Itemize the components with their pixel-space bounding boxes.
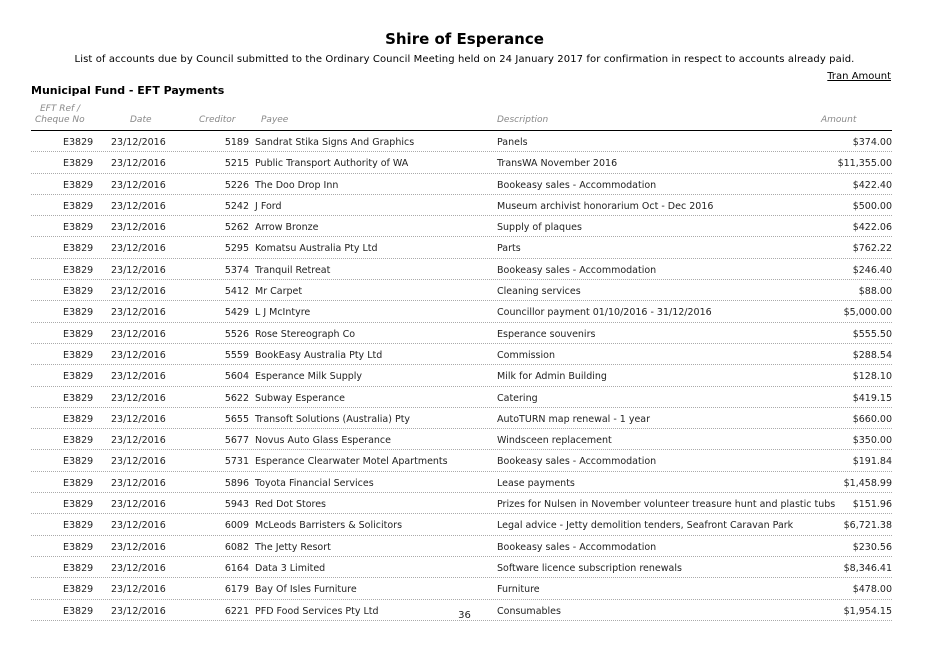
header-creditor: Creditor (199, 115, 236, 125)
page-subtitle: List of accounts due by Council submitted to the Ordinary Council Meeting held on 24 January 2017 for confirmation in respect to accounts already paid. (74, 54, 855, 65)
date-cell: 23/12/2016 (111, 307, 166, 319)
description-cell: Bookeasy sales - Accommodation (497, 541, 657, 553)
date-cell: 23/12/2016 (111, 605, 166, 617)
eft-ref-cell: E3829 (63, 499, 94, 511)
eft-ref-cell: E3829 (63, 200, 94, 212)
table-row (31, 237, 892, 258)
table-row (31, 408, 892, 429)
description-cell: Windsceen replacement (497, 435, 612, 447)
description-cell: Cleaning services (497, 286, 581, 298)
table-row (31, 301, 892, 322)
date-cell: 23/12/2016 (111, 477, 166, 489)
eft-ref-cell: E3829 (63, 222, 94, 234)
payee-cell: Transoft Solutions (Australia) Pty (255, 413, 411, 425)
description-cell: Bookeasy sales - Accommodation (497, 456, 657, 468)
eft-ref-cell: E3829 (63, 286, 94, 298)
creditor-cell: 5526 (224, 328, 249, 340)
date-cell: 23/12/2016 (111, 371, 166, 383)
creditor-cell: 5559 (224, 349, 249, 361)
eft-ref-cell: E3829 (63, 307, 94, 319)
description-cell: TransWA November 2016 (497, 158, 618, 170)
payee-cell: J Ford (255, 200, 282, 212)
table-row (31, 536, 892, 557)
payee-cell: Tranquil Retreat (255, 264, 331, 276)
description-cell: AutoTURN map renewal - 1 year (497, 413, 651, 425)
description-cell: Esperance souvenirs (497, 328, 596, 340)
table-row (31, 514, 892, 535)
eft-ref-cell: E3829 (63, 371, 94, 383)
payee-cell: Mr Carpet (255, 286, 303, 298)
payee-cell: Rose Stereograph Co (255, 328, 356, 340)
amount-cell: $422.06 (852, 222, 892, 234)
table-row (31, 259, 892, 280)
creditor-cell: 5622 (224, 392, 249, 404)
creditor-cell: 5242 (224, 200, 249, 212)
amount-cell: $1,954.15 (843, 605, 892, 617)
table-row (31, 152, 892, 173)
amount-cell: $6,721.38 (843, 520, 892, 532)
amount-cell: $419.15 (852, 392, 892, 404)
payee-cell: Esperance Clearwater Motel Apartments (255, 456, 448, 468)
payee-cell: McLeods Barristers & Solicitors (255, 520, 403, 532)
payee-cell: Red Dot Stores (255, 499, 326, 511)
table-row (31, 365, 892, 386)
eft-ref-cell: E3829 (63, 137, 94, 148)
payee-cell: Data 3 Limited (255, 562, 326, 574)
description-cell: Commission (497, 349, 555, 361)
date-cell: 23/12/2016 (111, 499, 166, 511)
creditor-cell: 6221 (224, 605, 249, 617)
date-cell: 23/12/2016 (111, 243, 166, 255)
eft-ref-cell: E3829 (63, 435, 94, 447)
description-cell: Bookeasy sales - Accommodation (497, 179, 657, 191)
amount-cell: $8,346.41 (843, 562, 892, 574)
amount-cell: $288.54 (852, 349, 892, 361)
date-cell: 23/12/2016 (111, 435, 166, 447)
payee-cell: Novus Auto Glass Esperance (255, 435, 391, 447)
creditor-cell: 5655 (224, 413, 249, 425)
date-cell: 23/12/2016 (111, 562, 166, 574)
eft-ref-cell: E3829 (63, 477, 94, 489)
date-cell: 23/12/2016 (111, 286, 166, 298)
date-cell: 23/12/2016 (111, 541, 166, 553)
eft-ref-cell: E3829 (63, 456, 94, 468)
creditor-cell: 5215 (224, 158, 249, 170)
eft-ref-cell: E3829 (63, 562, 94, 574)
table-row (31, 557, 892, 578)
payee-cell: The Jetty Resort (255, 541, 331, 553)
creditor-cell: 5189 (224, 137, 249, 148)
date-cell: 23/12/2016 (111, 264, 166, 276)
creditor-cell: 5295 (224, 243, 249, 255)
eft-ref-cell: E3829 (63, 328, 94, 340)
description-cell: Furniture (497, 584, 540, 596)
creditor-cell: 5429 (224, 307, 249, 319)
table-row (31, 472, 892, 493)
table-row (31, 195, 892, 216)
amount-cell: $246.40 (852, 264, 892, 276)
table-row (31, 450, 892, 471)
page-title: Shire of Esperance (385, 30, 544, 48)
date-cell: 23/12/2016 (111, 392, 166, 404)
eft-ref-cell: E3829 (63, 243, 94, 255)
date-cell: 23/12/2016 (111, 584, 166, 596)
date-cell: 23/12/2016 (111, 137, 166, 148)
payee-cell: Public Transport Authority of WA (255, 158, 409, 170)
header-cheque-no: Cheque No (35, 115, 85, 125)
amount-cell: $500.00 (852, 200, 892, 212)
creditor-cell: 6082 (224, 541, 249, 553)
description-cell: Milk for Admin Building (497, 371, 607, 383)
section-title: Municipal Fund - EFT Payments (31, 84, 225, 97)
creditor-cell: 5412 (224, 286, 249, 298)
header-description: Description (497, 115, 549, 125)
payee-cell: BookEasy Australia Pty Ltd (255, 349, 383, 361)
payee-cell: Bay Of Isles Furniture (255, 584, 357, 596)
payments-table (31, 131, 892, 621)
date-cell: 23/12/2016 (111, 328, 166, 340)
description-cell: Consumables (497, 605, 561, 617)
date-cell: 23/12/2016 (111, 349, 166, 361)
description-cell: Prizes for Nulsen in November volunteer treasure hunt and plastic tubs (497, 499, 836, 511)
payee-cell: PFD Food Services Pty Ltd (255, 605, 379, 617)
description-cell: Panels (497, 137, 528, 148)
description-cell: Software licence subscription renewals (497, 562, 682, 574)
amount-cell: $191.84 (852, 456, 892, 468)
amount-cell: $5,000.00 (843, 307, 892, 319)
creditor-cell: 5896 (224, 477, 249, 489)
creditor-cell: 5226 (224, 179, 249, 191)
payee-cell: The Doo Drop Inn (255, 179, 339, 191)
table-row (31, 387, 892, 408)
amount-cell: $1,458.99 (843, 477, 892, 489)
creditor-cell: 6164 (224, 562, 249, 574)
amount-cell: $374.00 (852, 137, 892, 148)
creditor-cell: 6009 (224, 520, 249, 532)
description-cell: Bookeasy sales - Accommodation (497, 264, 657, 276)
header-date: Date (130, 115, 152, 125)
amount-cell: $555.50 (852, 328, 892, 340)
eft-ref-cell: E3829 (63, 584, 94, 596)
payee-cell: Arrow Bronze (255, 222, 319, 234)
eft-ref-cell: E3829 (63, 605, 94, 617)
amount-cell: $151.96 (852, 499, 892, 511)
payee-cell: Komatsu Australia Pty Ltd (255, 243, 378, 255)
date-cell: 23/12/2016 (111, 200, 166, 212)
amount-cell: $422.40 (852, 179, 892, 191)
amount-cell: $478.00 (852, 584, 892, 596)
payee-cell: Sandrat Stika Signs And Graphics (255, 137, 415, 148)
payee-cell: Esperance Milk Supply (255, 371, 363, 383)
description-cell: Parts (497, 243, 521, 255)
creditor-cell: 5731 (224, 456, 249, 468)
tran-amount-label: Tran Amount (827, 71, 891, 82)
description-cell: Legal advice - Jetty demolition tenders, Seafront Caravan Park (497, 520, 794, 532)
eft-ref-cell: E3829 (63, 349, 94, 361)
table-row (31, 174, 892, 195)
amount-cell: $660.00 (852, 413, 892, 425)
header-amount: Amount (821, 115, 857, 125)
table-row (31, 493, 892, 514)
creditor-cell: 5374 (224, 264, 249, 276)
table-row (31, 429, 892, 450)
date-cell: 23/12/2016 (111, 158, 166, 170)
payee-cell: Subway Esperance (255, 392, 345, 404)
payee-cell: Toyota Financial Services (255, 477, 374, 489)
table-row (31, 578, 892, 599)
eft-ref-cell: E3829 (63, 392, 94, 404)
payee-cell: L J McIntyre (255, 307, 311, 319)
date-cell: 23/12/2016 (111, 222, 166, 234)
description-cell: Catering (497, 392, 538, 404)
amount-cell: $11,355.00 (837, 158, 892, 170)
creditor-cell: 5262 (224, 222, 249, 234)
header-eft-ref: EFT Ref / (40, 104, 81, 114)
eft-ref-cell: E3829 (63, 520, 94, 532)
date-cell: 23/12/2016 (111, 179, 166, 191)
creditor-cell: 5604 (224, 371, 249, 383)
page-number: 36 (458, 610, 471, 621)
description-cell: Lease payments (497, 477, 575, 489)
table-row (31, 280, 892, 301)
eft-ref-cell: E3829 (63, 158, 94, 170)
eft-ref-cell: E3829 (63, 264, 94, 276)
date-cell: 23/12/2016 (111, 456, 166, 468)
description-cell: Museum archivist honorarium Oct - Dec 2016 (497, 200, 714, 212)
date-cell: 23/12/2016 (111, 520, 166, 532)
table-row (31, 344, 892, 365)
header-payee: Payee (261, 115, 289, 125)
amount-cell: $762.22 (852, 243, 892, 255)
table-row (31, 131, 892, 152)
amount-cell: $230.56 (852, 541, 892, 553)
eft-ref-cell: E3829 (63, 179, 94, 191)
creditor-cell: 5677 (224, 435, 249, 447)
amount-cell: $350.00 (852, 435, 892, 447)
date-cell: 23/12/2016 (111, 413, 166, 425)
description-cell: Supply of plaques (497, 222, 582, 234)
amount-cell: $88.00 (858, 286, 892, 298)
table-row (31, 216, 892, 237)
amount-cell: $128.10 (852, 371, 892, 383)
eft-ref-cell: E3829 (63, 541, 94, 553)
creditor-cell: 5943 (224, 499, 249, 511)
eft-ref-cell: E3829 (63, 413, 94, 425)
description-cell: Councillor payment 01/10/2016 - 31/12/2016 (497, 307, 712, 319)
creditor-cell: 6179 (224, 584, 249, 596)
table-row (31, 323, 892, 344)
